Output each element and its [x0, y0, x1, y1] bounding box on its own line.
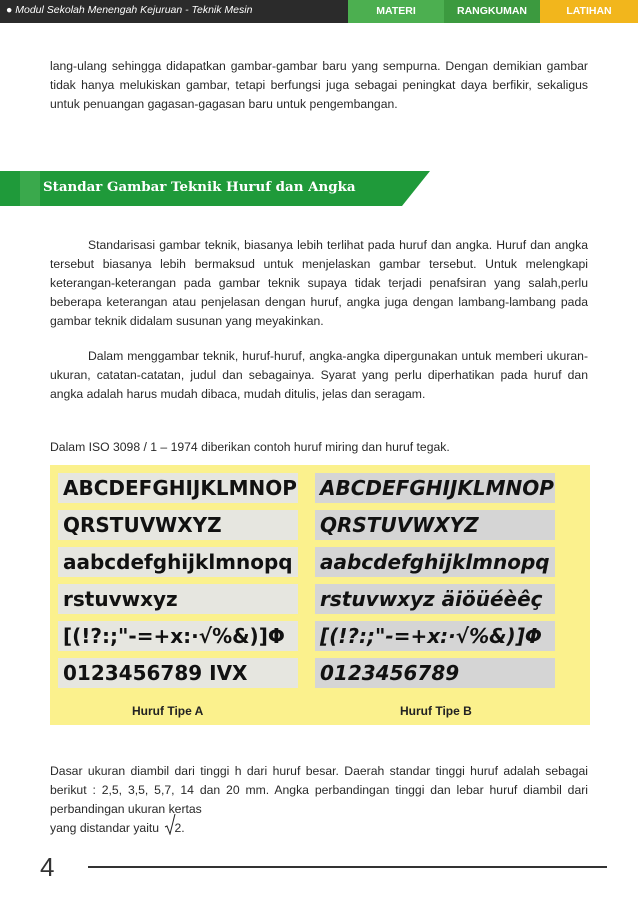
square-root-icon — [164, 813, 176, 835]
lettering-figure — [50, 465, 590, 725]
section-title: Standar Gambar Teknik Huruf dan Angka — [43, 179, 356, 195]
lettering-line: 0123456789 — [320, 661, 460, 685]
lettering-strip — [58, 547, 298, 577]
section-heading — [0, 171, 430, 206]
lettering-strip — [315, 658, 555, 688]
lettering-line: [(!?:;"-=+x:·√%&)]Φ — [320, 624, 542, 648]
module-title: ● Modul Sekolah Menengah Kejuruan - Teknik Mesin — [6, 4, 253, 16]
lettering-strip — [58, 510, 298, 540]
lettering-strip — [315, 473, 555, 503]
page-number: 4 — [40, 852, 55, 882]
lettering-line: QRSTUVWXYZ — [63, 513, 222, 537]
lettering-line: ABCDEFGHIJKLMNOP — [320, 476, 554, 500]
lettering-strip — [315, 621, 555, 651]
square-root-expression — [164, 819, 184, 838]
lettering-line: aabcdefghijklmnopq — [320, 550, 550, 574]
paragraph-dasar-ukuran-end: yang distandar yaitu — [50, 821, 160, 835]
lettering-strip — [58, 473, 298, 503]
lettering-line: rstuvwxyz — [63, 587, 178, 611]
footer-divider — [88, 866, 607, 868]
lettering-strip — [315, 584, 555, 614]
lettering-strip — [315, 547, 555, 577]
lettering-line: rstuvwxyz äiöüéèêç — [320, 587, 543, 611]
lettering-strip — [58, 584, 298, 614]
tab-latihan[interactable]: LATIHAN — [540, 0, 638, 23]
lettering-line: aabcdefghijklmnopq — [63, 550, 293, 574]
lettering-line: [(!?:;"-=+x:·√%&)]Φ — [63, 624, 285, 648]
lettering-line: ABCDEFGHIJKLMNOP — [63, 476, 297, 500]
paragraph-menggambar: Dalam menggambar teknik, huruf-huruf, angka-angka dipergunakan untuk memberi ukuran-ukuran, catatan-catatan, judul dan sebagainya. Syarat yang perlu diperhatikan pada huruf dan angka adalah harus mudah dibaca, mudah ditulis, jelas dan seragam. — [50, 349, 588, 401]
lettering-line: 0123456789 IVX — [63, 661, 248, 685]
caption-type-a: Huruf Tipe A — [132, 704, 204, 718]
section-heading-marker — [0, 171, 20, 206]
header-bar — [0, 0, 638, 23]
lettering-strip — [58, 658, 298, 688]
lettering-line: QRSTUVWXYZ — [320, 513, 479, 537]
paragraph-standarisasi: Standarisasi gambar teknik, biasanya lebih terlihat pada huruf dan angka. Huruf dan angka tersebut biasanya lebih bermaksud untuk menjelaskan gambar tersebut. Untuk melengkapi keterangan-keterangan pada gambar teknik supaya tidak terjadi penafsiran yang salah,perlu beberapa keterangan atau penjelasan dengan huruf, angka juga dengan lambang-lambang pada gambar teknik didalam susunan yang meyakinkan. — [50, 238, 588, 328]
intro-paragraph: lang-ulang sehingga didapatkan gambar-gambar baru yang sempurna. Dengan demikian gambar tidak hanya melukiskan gambar, tetapi berfungsi juga sebagai peningkat daya berfikir, sekaligus untuk penuangan gagasan-gagasan baru untuk pengembangan. — [50, 59, 588, 111]
paragraph-dasar-ukuran — [50, 762, 588, 838]
lettering-strip — [315, 510, 555, 540]
section-heading-band — [20, 171, 40, 206]
lettering-panel-type-b — [315, 473, 555, 695]
tab-materi[interactable]: MATERI — [348, 0, 444, 23]
caption-type-b: Huruf Tipe B — [400, 704, 472, 718]
square-root-value: 2. — [174, 821, 185, 835]
lettering-strip — [58, 621, 298, 651]
lettering-panel-type-a — [58, 473, 298, 695]
paragraph-iso: Dalam ISO 3098 / 1 – 1974 diberikan contoh huruf miring dan huruf tegak. — [50, 440, 450, 454]
tab-rangkuman[interactable]: RANGKUMAN — [444, 0, 540, 23]
paragraph-dasar-ukuran-text: Dasar ukuran diambil dari tinggi h dari huruf besar. Daerah standar tinggi huruf adalah sebagai berikut : 2,5, 3,5, 5,7, 14 dan 20 mm. Angka perbandingan tinggi dan lebar huruf diambil dari perbandingan ukuran kertas — [50, 764, 588, 816]
